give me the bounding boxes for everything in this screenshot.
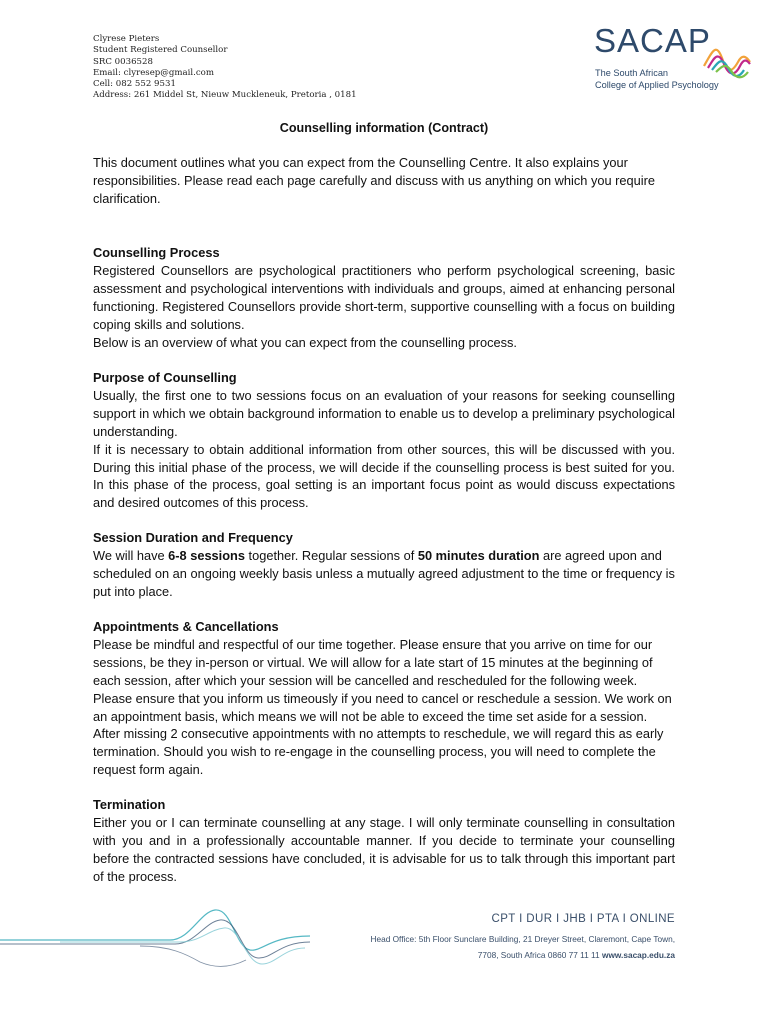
footer-address-line-2 xyxy=(478,950,675,960)
duration-text-1: We will have xyxy=(93,547,169,563)
duration-text-2: together. Regular sessions of xyxy=(244,547,418,563)
logo-tagline-1: The South African xyxy=(595,68,669,78)
duration-paragraph xyxy=(93,547,675,601)
process-paragraph-2: Below is an overview of what you can expect from the counselling process. xyxy=(93,334,517,350)
duration-text-3: are agreed upon and scheduled on an ongoing weekly basis unless a mutually agreed adjustment to the time or frequency is put into place. xyxy=(93,547,675,599)
section-heading-appointments: Appointments & Cancellations xyxy=(93,619,279,634)
termination-paragraph: Either you or I can terminate counselling at any stage. I will only terminate counselling in consultation with you and in a professionally accountable manner. If you decide to terminate your counselling before the contracted sessions have concluded, it is advisable for us to talk through this important part of the process. xyxy=(93,814,675,884)
footer-wave-icon xyxy=(0,902,310,972)
contact-address: Address: 261 Middel St, Nieuw Muckleneuk, Pretoria , 0181 xyxy=(93,90,357,101)
logo-tagline-2: College of Applied Psychology xyxy=(595,80,719,90)
footer-address-phone: 7708, South Africa 0860 77 11 11 xyxy=(477,950,602,960)
section-heading-process: Counselling Process xyxy=(93,245,220,260)
duration-section xyxy=(93,529,675,601)
contact-src: SRC 0036528 xyxy=(93,56,153,67)
duration-sessions-count: 6-8 sessions xyxy=(168,547,245,563)
counselling-process-section xyxy=(93,244,675,351)
purpose-section xyxy=(93,369,675,512)
appointments-paragraph: Please be mindful and respectful of our time together. Please ensure that you arrive on time for our sessions, be they in-person or virtual. We will allow for a late start of 15 minutes at the beginning of each session, after which your session will be cancelled and rescheduled for the following week. Please ensure that you inform us timeously if you need to cancel or reschedule a session. We work on an appointment basis, which means we will not be able to exceed the time set aside for a session. After missing 2 consecutive appointments with no attempts to reschedule, we will regard this as early termination. Should you wish to re-engage in the counselling process, you will need to complete the request form again. xyxy=(93,636,672,778)
logo-wordmark: SACAP xyxy=(594,22,711,59)
appointments-section xyxy=(93,618,675,779)
intro-paragraph: This document outlines what you can expect from the Counselling Centre. It also explains your responsibilities. Please read each page carefully and discuss with us anything on which you require clarification. xyxy=(93,155,655,206)
footer-branches: CPT I DUR I JHB I PTA I ONLINE xyxy=(491,913,675,925)
purpose-paragraph-1: Usually, the first one to two sessions focus on an evaluation of your reasons for seeking counselling support in which we obtain background information to enable us to develop a preliminary psychological understanding. xyxy=(93,387,675,439)
contact-role: Student Registered Counsellor xyxy=(93,45,228,56)
sacap-logo xyxy=(592,22,752,102)
document-title: Counselling information (Contract) xyxy=(279,121,489,135)
process-paragraph-1: Registered Counsellors are psychological practitioners who perform psychological screening, basic assessment and psychological interventions with individuals and groups, aimed at enhancing personal functioning. Registered Counsellors provide short-term, supportive counselling with a focus on building coping skills and solutions. xyxy=(93,262,675,332)
purpose-paragraph-2: If it is necessary to obtain additional information from other sources, this will be discussed with you. During this initial phase of the process, we will decide if the counselling process is best suited for you. In this phase of the process, goal setting is an important focus point as would discuss expectations and desired outcomes of this process. xyxy=(93,441,675,511)
contact-block xyxy=(93,34,357,102)
contact-email: Email: clyresep@gmail.com xyxy=(93,67,215,78)
termination-section xyxy=(93,796,675,886)
section-heading-duration: Session Duration and Frequency xyxy=(93,530,293,545)
footer-address-line-1: Head Office: 5th Floor Sunclare Building, 21 Dreyer Street, Claremont, Cape Town, xyxy=(370,934,675,944)
section-heading-purpose: Purpose of Counselling xyxy=(93,370,237,385)
duration-session-length: 50 minutes duration xyxy=(417,547,540,563)
contact-cell: Cell: 082 552 9531 xyxy=(93,79,176,90)
footer-website-link[interactable]: www.sacap.edu.za xyxy=(601,950,675,960)
contact-name: Clyrese Pieters xyxy=(93,34,160,44)
section-heading-termination: Termination xyxy=(93,797,166,812)
intro-section xyxy=(93,154,675,208)
